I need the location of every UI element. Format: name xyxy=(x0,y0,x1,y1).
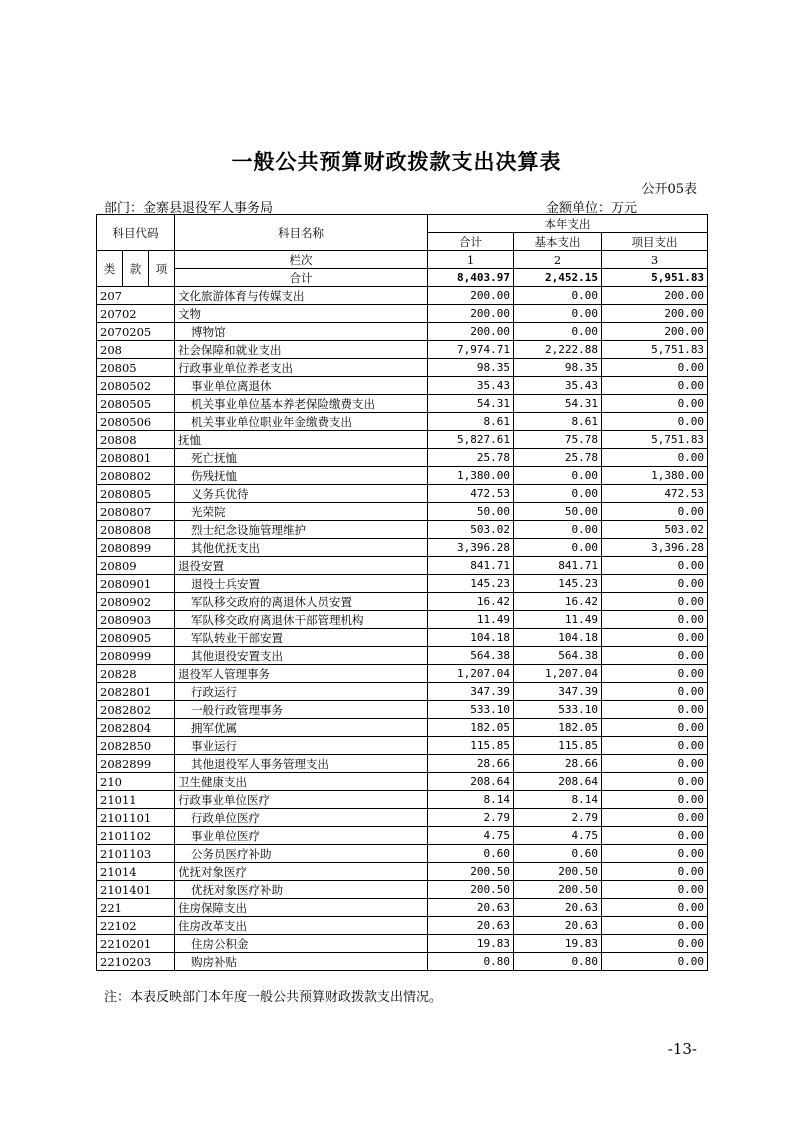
row-project: 0.00 xyxy=(602,413,708,431)
header-total: 合计 xyxy=(428,233,514,251)
sum-row xyxy=(97,269,708,287)
row-total: 35.43 xyxy=(428,377,514,395)
row-name: 购房补贴 xyxy=(175,953,428,971)
row-code: 20809 xyxy=(97,557,175,575)
row-name: 文物 xyxy=(175,305,428,323)
row-total: 200.50 xyxy=(428,881,514,899)
row-total: 54.31 xyxy=(428,395,514,413)
table-row xyxy=(97,413,708,431)
row-project: 0.00 xyxy=(602,773,708,791)
table-row xyxy=(97,935,708,953)
row-total: 4.75 xyxy=(428,827,514,845)
row-code: 2070205 xyxy=(97,323,175,341)
column-number-3: 3 xyxy=(602,251,708,269)
row-code: 20702 xyxy=(97,305,175,323)
row-name: 公务员医疗补助 xyxy=(175,845,428,863)
row-name: 机关事业单位基本养老保险缴费支出 xyxy=(175,395,428,413)
row-name: 行政事业单位医疗 xyxy=(175,791,428,809)
row-basic: 0.80 xyxy=(514,953,602,971)
row-basic: 98.35 xyxy=(514,359,602,377)
row-basic: 0.00 xyxy=(514,521,602,539)
table-row xyxy=(97,305,708,323)
row-name: 行政运行 xyxy=(175,683,428,701)
row-code: 207 xyxy=(97,287,175,305)
table-row xyxy=(97,665,708,683)
row-basic: 16.42 xyxy=(514,593,602,611)
row-basic: 75.78 xyxy=(514,431,602,449)
row-total: 0.60 xyxy=(428,845,514,863)
row-project: 0.00 xyxy=(602,395,708,413)
row-project: 0.00 xyxy=(602,377,708,395)
row-code: 2082899 xyxy=(97,755,175,773)
row-name: 军队转业干部安置 xyxy=(175,629,428,647)
row-name: 一般行政管理事务 xyxy=(175,701,428,719)
row-basic: 0.00 xyxy=(514,305,602,323)
document-number: 公开05表 xyxy=(641,182,697,197)
row-code: 22102 xyxy=(97,917,175,935)
row-project: 0.00 xyxy=(602,503,708,521)
row-project: 0.00 xyxy=(602,881,708,899)
row-basic: 200.50 xyxy=(514,881,602,899)
row-code: 2080899 xyxy=(97,539,175,557)
row-total: 2.79 xyxy=(428,809,514,827)
row-name: 优抚对象医疗 xyxy=(175,863,428,881)
row-basic: 0.00 xyxy=(514,539,602,557)
row-basic: 0.00 xyxy=(514,287,602,305)
row-code: 2101401 xyxy=(97,881,175,899)
row-code: 2080502 xyxy=(97,377,175,395)
row-name: 博物馆 xyxy=(175,323,428,341)
table-row xyxy=(97,287,708,305)
row-total: 200.00 xyxy=(428,323,514,341)
row-project: 0.00 xyxy=(602,359,708,377)
row-project: 472.53 xyxy=(602,485,708,503)
row-total: 841.71 xyxy=(428,557,514,575)
row-project: 0.00 xyxy=(602,791,708,809)
row-total: 1,207.04 xyxy=(428,665,514,683)
sum-label: 合计 xyxy=(175,269,428,287)
row-project: 0.00 xyxy=(602,827,708,845)
table-row xyxy=(97,377,708,395)
row-name: 抚恤 xyxy=(175,431,428,449)
row-total: 200.00 xyxy=(428,287,514,305)
table-row xyxy=(97,395,708,413)
row-basic: 0.00 xyxy=(514,323,602,341)
row-project: 0.00 xyxy=(602,701,708,719)
row-total: 1,380.00 xyxy=(428,467,514,485)
row-project: 0.00 xyxy=(602,809,708,827)
row-name: 社会保障和就业支出 xyxy=(175,341,428,359)
row-code: 20808 xyxy=(97,431,175,449)
row-total: 0.80 xyxy=(428,953,514,971)
row-total: 200.00 xyxy=(428,305,514,323)
table-row xyxy=(97,359,708,377)
table-row xyxy=(97,917,708,935)
row-project: 0.00 xyxy=(602,863,708,881)
row-code: 2080805 xyxy=(97,485,175,503)
row-basic: 19.83 xyxy=(514,935,602,953)
header-xiang: 项 xyxy=(149,251,175,287)
row-code: 2082802 xyxy=(97,701,175,719)
row-project: 0.00 xyxy=(602,611,708,629)
row-basic: 200.50 xyxy=(514,863,602,881)
row-basic: 0.60 xyxy=(514,845,602,863)
row-project: 0.00 xyxy=(602,449,708,467)
sum-basic: 2,452.15 xyxy=(514,269,602,287)
sum-project: 5,951.83 xyxy=(602,269,708,287)
table-row xyxy=(97,611,708,629)
table-row xyxy=(97,863,708,881)
row-basic: 2,222.88 xyxy=(514,341,602,359)
header-kuan: 款 xyxy=(123,251,149,287)
row-code: 21014 xyxy=(97,863,175,881)
table-row xyxy=(97,881,708,899)
row-project: 0.00 xyxy=(602,845,708,863)
row-project: 0.00 xyxy=(602,737,708,755)
row-basic: 182.05 xyxy=(514,719,602,737)
row-basic: 145.23 xyxy=(514,575,602,593)
row-project: 200.00 xyxy=(602,287,708,305)
header-row xyxy=(97,215,708,233)
table-row xyxy=(97,575,708,593)
row-code: 2101101 xyxy=(97,809,175,827)
table-row xyxy=(97,629,708,647)
row-total: 25.78 xyxy=(428,449,514,467)
row-name: 退役军人管理事务 xyxy=(175,665,428,683)
row-basic: 11.49 xyxy=(514,611,602,629)
row-total: 347.39 xyxy=(428,683,514,701)
row-project: 503.02 xyxy=(602,521,708,539)
row-code: 2101103 xyxy=(97,845,175,863)
row-total: 20.63 xyxy=(428,899,514,917)
table-row xyxy=(97,503,708,521)
row-name: 机关事业单位职业年金缴费支出 xyxy=(175,413,428,431)
row-total: 8.61 xyxy=(428,413,514,431)
row-basic: 20.63 xyxy=(514,917,602,935)
row-project: 0.00 xyxy=(602,593,708,611)
row-total: 104.18 xyxy=(428,629,514,647)
row-name: 义务兵优待 xyxy=(175,485,428,503)
row-code: 208 xyxy=(97,341,175,359)
row-name: 其他优抚支出 xyxy=(175,539,428,557)
header-basic: 基本支出 xyxy=(514,233,602,251)
row-total: 20.63 xyxy=(428,917,514,935)
row-total: 503.02 xyxy=(428,521,514,539)
table-row xyxy=(97,431,708,449)
row-project: 5,751.83 xyxy=(602,431,708,449)
row-code: 210 xyxy=(97,773,175,791)
row-total: 50.00 xyxy=(428,503,514,521)
row-basic: 20.63 xyxy=(514,899,602,917)
row-code: 20828 xyxy=(97,665,175,683)
header-lei: 类 xyxy=(97,251,123,287)
row-basic: 25.78 xyxy=(514,449,602,467)
header-this-year: 本年支出 xyxy=(428,215,708,233)
column-number-2: 2 xyxy=(514,251,602,269)
row-name: 事业单位医疗 xyxy=(175,827,428,845)
header-subject-name: 科目名称 xyxy=(175,215,428,251)
row-project: 0.00 xyxy=(602,953,708,971)
row-basic: 104.18 xyxy=(514,629,602,647)
table-row xyxy=(97,323,708,341)
row-total: 28.66 xyxy=(428,755,514,773)
row-project: 0.00 xyxy=(602,647,708,665)
row-project: 0.00 xyxy=(602,917,708,935)
row-total: 208.64 xyxy=(428,773,514,791)
column-number-1: 1 xyxy=(428,251,514,269)
header-subject-code: 科目代码 xyxy=(97,215,175,251)
row-name: 军队移交政府的离退休人员安置 xyxy=(175,593,428,611)
table-row xyxy=(97,449,708,467)
row-project: 5,751.83 xyxy=(602,341,708,359)
row-total: 3,396.28 xyxy=(428,539,514,557)
row-name: 住房公积金 xyxy=(175,935,428,953)
row-name: 文化旅游体育与传媒支出 xyxy=(175,287,428,305)
footnote: 注：本表反映部门本年度一般公共预算财政拨款支出情况。 xyxy=(104,990,443,1005)
row-basic: 54.31 xyxy=(514,395,602,413)
row-code: 2080905 xyxy=(97,629,175,647)
table-row xyxy=(97,953,708,971)
row-total: 16.42 xyxy=(428,593,514,611)
table-row xyxy=(97,827,708,845)
row-code: 2210203 xyxy=(97,953,175,971)
row-project: 0.00 xyxy=(602,665,708,683)
row-project: 0.00 xyxy=(602,629,708,647)
row-basic: 8.61 xyxy=(514,413,602,431)
row-total: 472.53 xyxy=(428,485,514,503)
row-name: 死亡抚恤 xyxy=(175,449,428,467)
row-name: 住房保障支出 xyxy=(175,899,428,917)
row-name: 优抚对象医疗补助 xyxy=(175,881,428,899)
row-project: 200.00 xyxy=(602,305,708,323)
row-total: 145.23 xyxy=(428,575,514,593)
row-code: 21011 xyxy=(97,791,175,809)
header-lanci: 栏次 xyxy=(175,251,428,269)
row-code: 2080505 xyxy=(97,395,175,413)
row-basic: 0.00 xyxy=(514,467,602,485)
row-name: 拥军优属 xyxy=(175,719,428,737)
table-row xyxy=(97,755,708,773)
row-total: 11.49 xyxy=(428,611,514,629)
sum-total: 8,403.97 xyxy=(428,269,514,287)
row-project: 0.00 xyxy=(602,719,708,737)
row-name: 住房改革支出 xyxy=(175,917,428,935)
row-code: 2080801 xyxy=(97,449,175,467)
row-code: 2082801 xyxy=(97,683,175,701)
row-code: 2080999 xyxy=(97,647,175,665)
row-name: 卫生健康支出 xyxy=(175,773,428,791)
row-basic: 1,207.04 xyxy=(514,665,602,683)
row-name: 伤残抚恤 xyxy=(175,467,428,485)
row-name: 军队移交政府离退休干部管理机构 xyxy=(175,611,428,629)
table-row xyxy=(97,539,708,557)
row-basic: 347.39 xyxy=(514,683,602,701)
row-basic: 564.38 xyxy=(514,647,602,665)
table-row xyxy=(97,899,708,917)
row-total: 200.50 xyxy=(428,863,514,881)
header-project: 项目支出 xyxy=(602,233,708,251)
amount-unit-label: 金额单位：万元 xyxy=(546,201,638,216)
table-row xyxy=(97,557,708,575)
row-name: 烈士纪念设施管理维护 xyxy=(175,521,428,539)
row-total: 533.10 xyxy=(428,701,514,719)
row-code: 2082804 xyxy=(97,719,175,737)
row-name: 光荣院 xyxy=(175,503,428,521)
table-row xyxy=(97,683,708,701)
row-project: 0.00 xyxy=(602,683,708,701)
row-code: 2080506 xyxy=(97,413,175,431)
table-row xyxy=(97,737,708,755)
row-basic: 533.10 xyxy=(514,701,602,719)
row-total: 564.38 xyxy=(428,647,514,665)
row-code: 2080903 xyxy=(97,611,175,629)
row-code: 2080901 xyxy=(97,575,175,593)
row-code: 2080902 xyxy=(97,593,175,611)
page-number: -13- xyxy=(667,1040,697,1058)
row-total: 8.14 xyxy=(428,791,514,809)
row-project: 0.00 xyxy=(602,935,708,953)
row-name: 事业运行 xyxy=(175,737,428,755)
table-row xyxy=(97,809,708,827)
row-name: 其他退役安置支出 xyxy=(175,647,428,665)
row-name: 其他退役军人事务管理支出 xyxy=(175,755,428,773)
table-row xyxy=(97,845,708,863)
table-row xyxy=(97,467,708,485)
row-basic: 2.79 xyxy=(514,809,602,827)
row-project: 0.00 xyxy=(602,575,708,593)
row-code: 2080808 xyxy=(97,521,175,539)
table-row xyxy=(97,701,708,719)
row-basic: 0.00 xyxy=(514,485,602,503)
row-name: 退役士兵安置 xyxy=(175,575,428,593)
row-project: 1,380.00 xyxy=(602,467,708,485)
row-code: 2101102 xyxy=(97,827,175,845)
row-project: 200.00 xyxy=(602,323,708,341)
row-basic: 115.85 xyxy=(514,737,602,755)
row-name: 事业单位离退休 xyxy=(175,377,428,395)
row-total: 98.35 xyxy=(428,359,514,377)
row-basic: 28.66 xyxy=(514,755,602,773)
table-row xyxy=(97,521,708,539)
row-total: 5,827.61 xyxy=(428,431,514,449)
row-code: 20805 xyxy=(97,359,175,377)
row-total: 182.05 xyxy=(428,719,514,737)
row-code: 2082850 xyxy=(97,737,175,755)
row-code: 2080807 xyxy=(97,503,175,521)
row-basic: 208.64 xyxy=(514,773,602,791)
table-row xyxy=(97,719,708,737)
page-title: 一般公共预算财政拨款支出决算表 xyxy=(231,149,562,174)
row-code: 2080802 xyxy=(97,467,175,485)
row-total: 19.83 xyxy=(428,935,514,953)
row-basic: 4.75 xyxy=(514,827,602,845)
row-total: 115.85 xyxy=(428,737,514,755)
row-basic: 8.14 xyxy=(514,791,602,809)
table-row xyxy=(97,485,708,503)
table-row xyxy=(97,341,708,359)
row-project: 0.00 xyxy=(602,557,708,575)
department-label: 部门：金寨县退役军人事务局 xyxy=(104,201,274,216)
row-total: 7,974.71 xyxy=(428,341,514,359)
row-name: 行政单位医疗 xyxy=(175,809,428,827)
row-project: 0.00 xyxy=(602,899,708,917)
column-number-row xyxy=(97,251,708,269)
row-project: 3,396.28 xyxy=(602,539,708,557)
row-code: 2210201 xyxy=(97,935,175,953)
row-project: 0.00 xyxy=(602,755,708,773)
row-basic: 35.43 xyxy=(514,377,602,395)
table-row xyxy=(97,791,708,809)
expenditure-table xyxy=(96,214,708,971)
row-basic: 50.00 xyxy=(514,503,602,521)
row-basic: 841.71 xyxy=(514,557,602,575)
row-code: 221 xyxy=(97,899,175,917)
row-name: 退役安置 xyxy=(175,557,428,575)
table-row xyxy=(97,647,708,665)
table-row xyxy=(97,593,708,611)
table-row xyxy=(97,773,708,791)
row-name: 行政事业单位养老支出 xyxy=(175,359,428,377)
